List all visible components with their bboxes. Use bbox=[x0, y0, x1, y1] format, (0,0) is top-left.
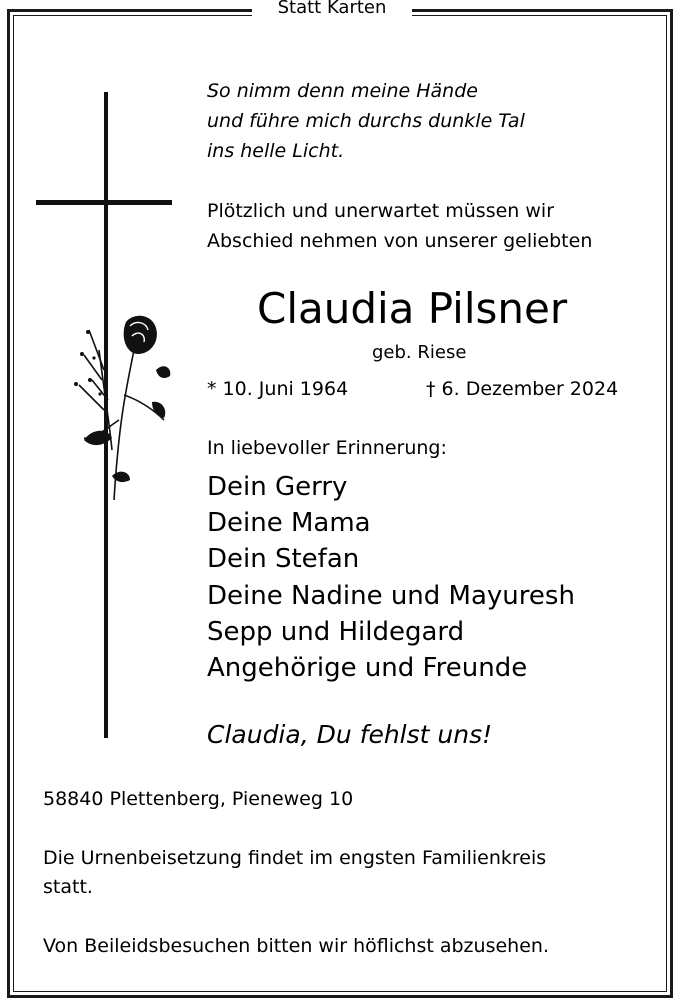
mourner-item: Dein Gerry bbox=[207, 472, 348, 502]
rose-icon bbox=[64, 310, 184, 510]
death-date: † 6. Dezember 2024 bbox=[426, 378, 619, 400]
mourner-item: Sepp und Hildegard bbox=[207, 616, 465, 647]
birth-date: * 10. Juni 1964 bbox=[207, 378, 349, 400]
maiden-name: geb. Riese bbox=[372, 342, 467, 363]
intro-text bbox=[207, 196, 592, 256]
visits-notice: Von Beileidsbesuchen bitten wir höflichst abzusehen. bbox=[43, 935, 549, 957]
urn-notice bbox=[43, 844, 546, 902]
urn-notice-line: statt. bbox=[43, 876, 93, 898]
verse-line: und führe mich durchs dunkle Tal bbox=[207, 110, 525, 132]
memory-label: In liebevoller Erinnerung: bbox=[207, 437, 447, 459]
mourner-item: Deine Nadine und Mayuresh bbox=[207, 580, 575, 611]
intro-line: Plötzlich und unerwartet müssen wir bbox=[207, 200, 555, 222]
closing-line: Claudia, Du fehlst uns! bbox=[207, 720, 493, 749]
mourner-item: Dein Stefan bbox=[207, 544, 360, 575]
mourner-item: Angehörige und Freunde bbox=[207, 653, 528, 684]
intro-line: Abschied nehmen von unserer geliebten bbox=[207, 230, 593, 252]
urn-notice-line: Die Urnenbeisetzung findet im engsten Familienkreis bbox=[43, 847, 547, 869]
deceased-name: Claudia Pilsner bbox=[257, 284, 568, 333]
verse-line: So nimm denn meine Hände bbox=[207, 80, 478, 102]
address: 58840 Plettenberg, Pieneweg 10 bbox=[43, 788, 354, 810]
cross-horizontal-bar bbox=[36, 200, 172, 205]
verse-line: ins helle Licht. bbox=[207, 140, 345, 162]
header-label: Statt Karten bbox=[252, 0, 412, 20]
verse bbox=[207, 76, 525, 166]
mourner-item: Deine Mama bbox=[207, 508, 371, 539]
mourners-list bbox=[207, 469, 575, 686]
